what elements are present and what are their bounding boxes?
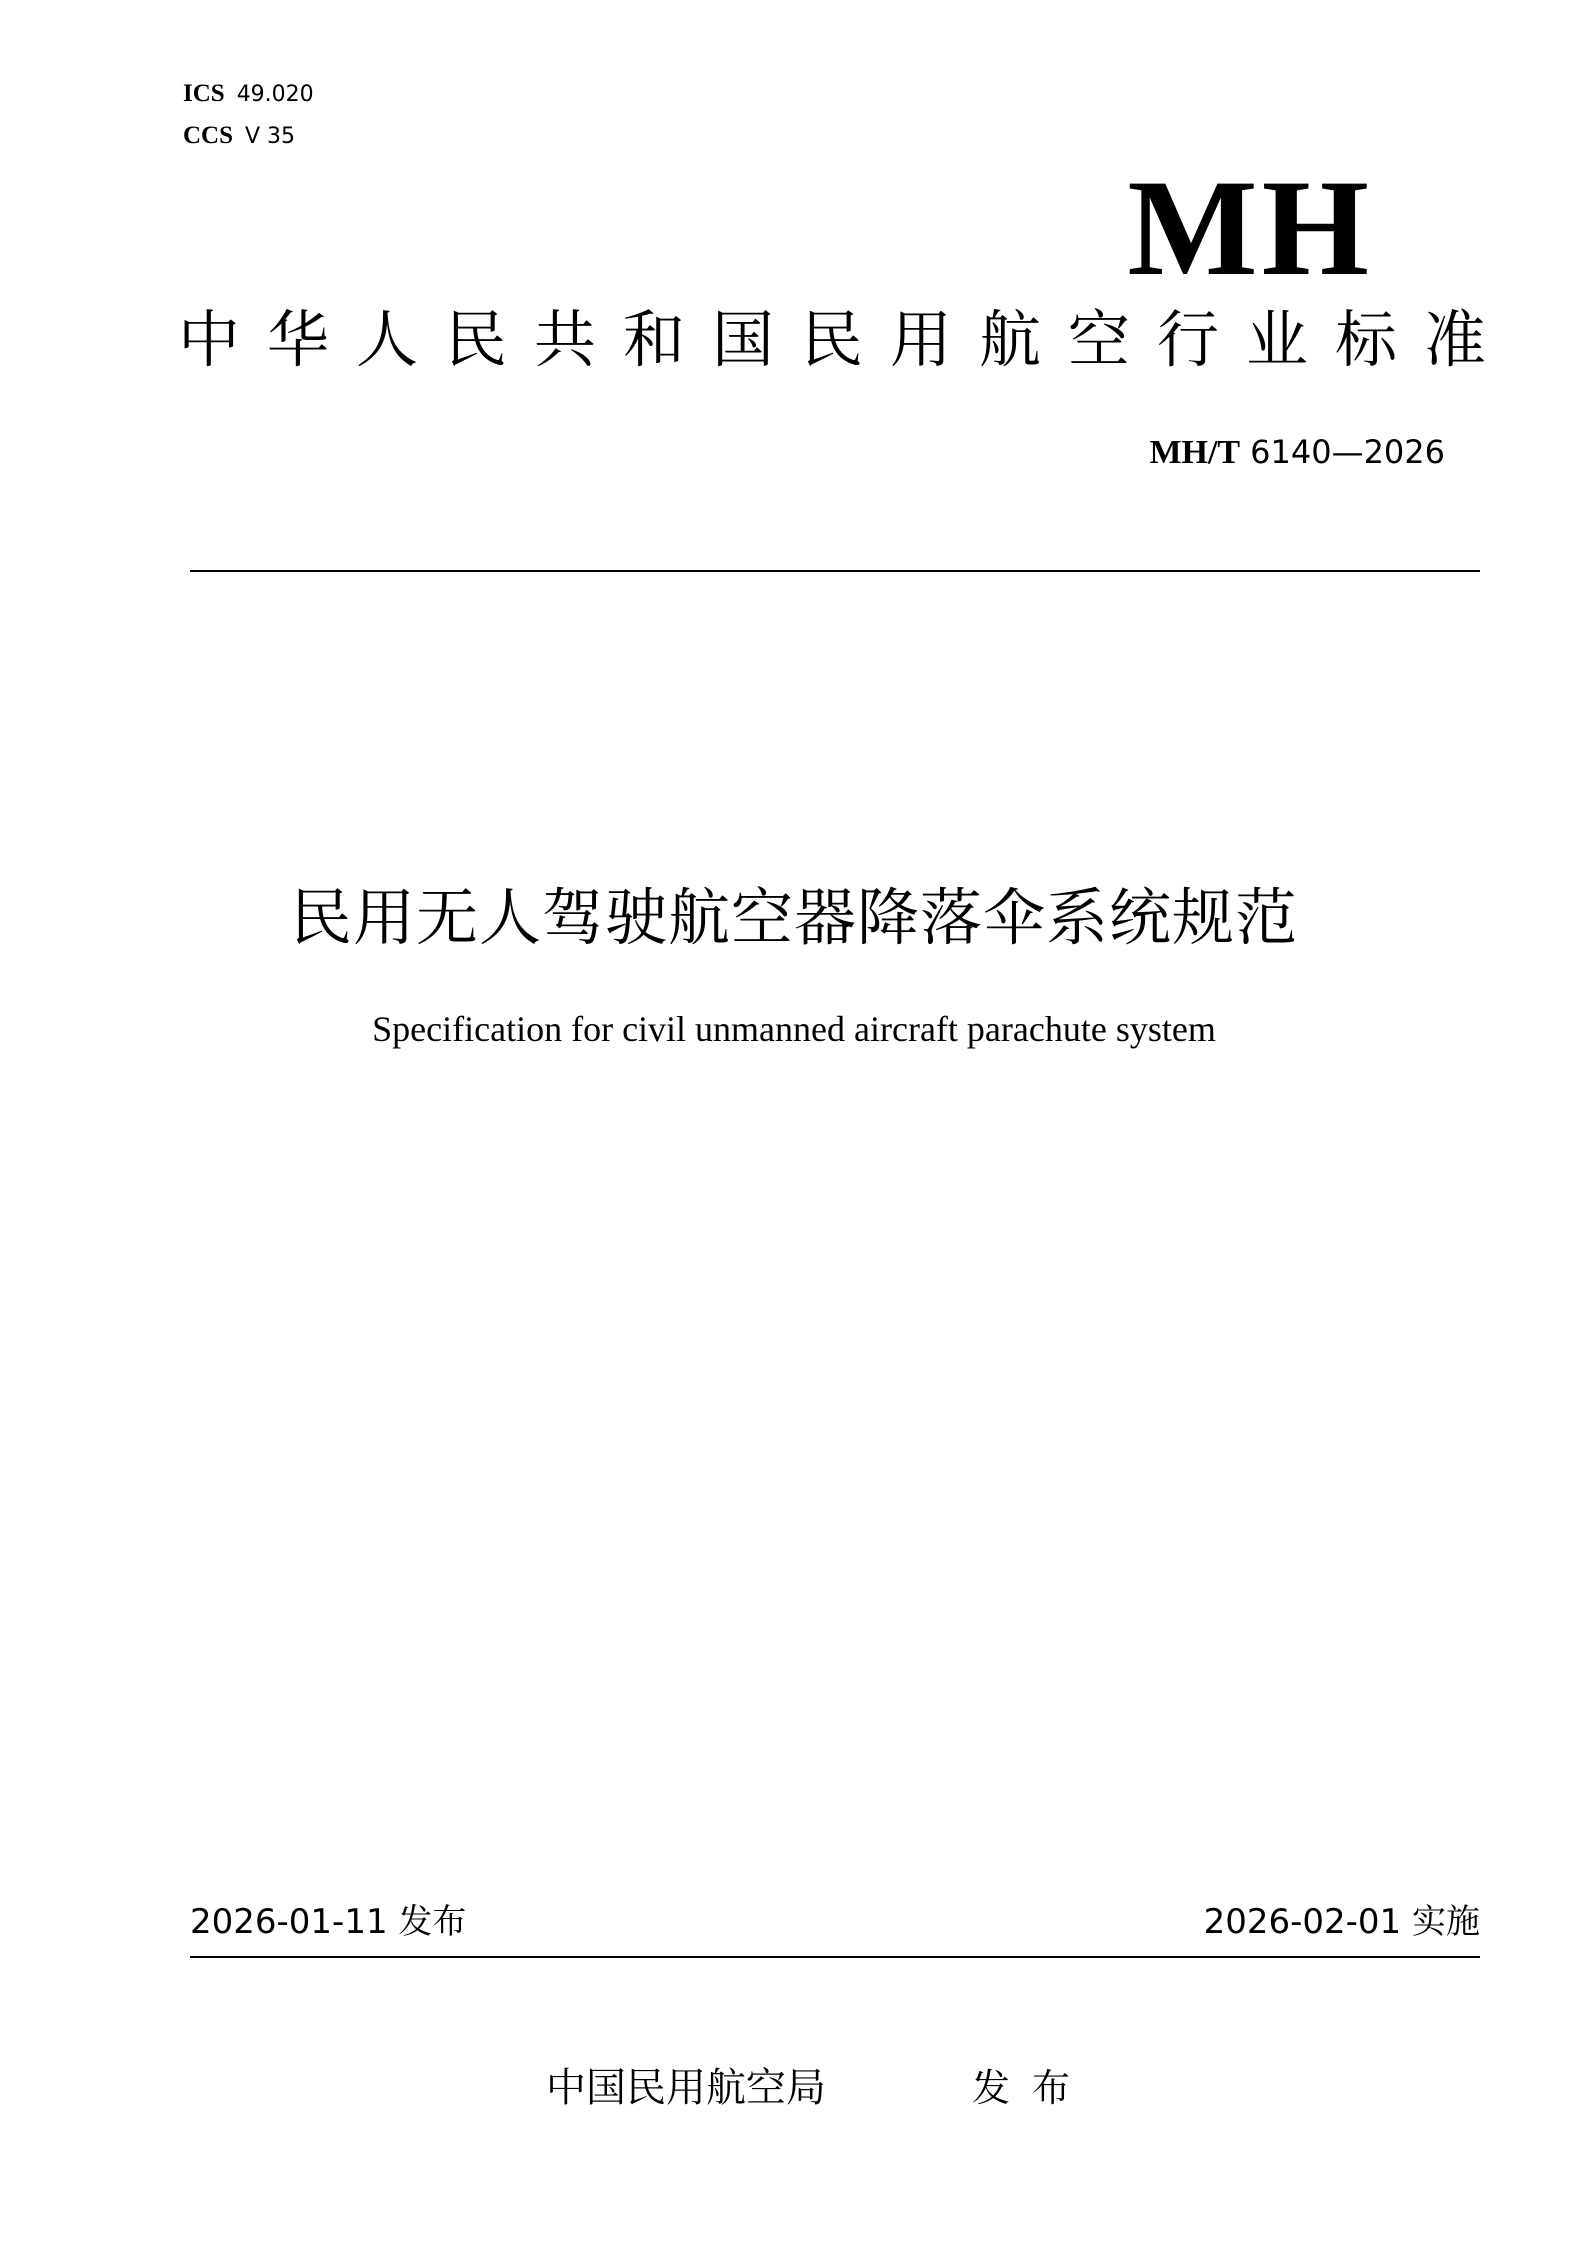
mh-logo: MH [1127,151,1373,304]
ics-code [183,78,314,110]
publisher-action: 发布 [972,2066,1093,2110]
effective-date: 2026-02-01 实施 [1203,1902,1480,1942]
standard-number [1149,432,1445,473]
document-title: 民用无人驾驶航空器降落伞系统规范 [289,881,1298,954]
standard-type-heading: 中华人民共和国民用航空行业标准 [178,303,1514,376]
header-divider [190,570,1480,572]
ics-label: ICS [183,80,225,107]
standard-number-prefix: MH/T [1149,434,1241,471]
ccs-value: V 35 [245,124,296,149]
document-title-english: Specification for civil unmanned aircraft parachute system [372,1009,1216,1049]
publisher-name: 中国民用航空局 [546,2065,826,2111]
standard-number-value: 6140—2026 [1250,433,1445,471]
ccs-code [183,120,295,152]
ics-value: 49.020 [236,82,314,107]
issue-date: 2026-01-11 发布 [190,1902,467,1942]
footer-divider [190,1956,1480,1958]
ccs-label: CCS [183,122,234,149]
